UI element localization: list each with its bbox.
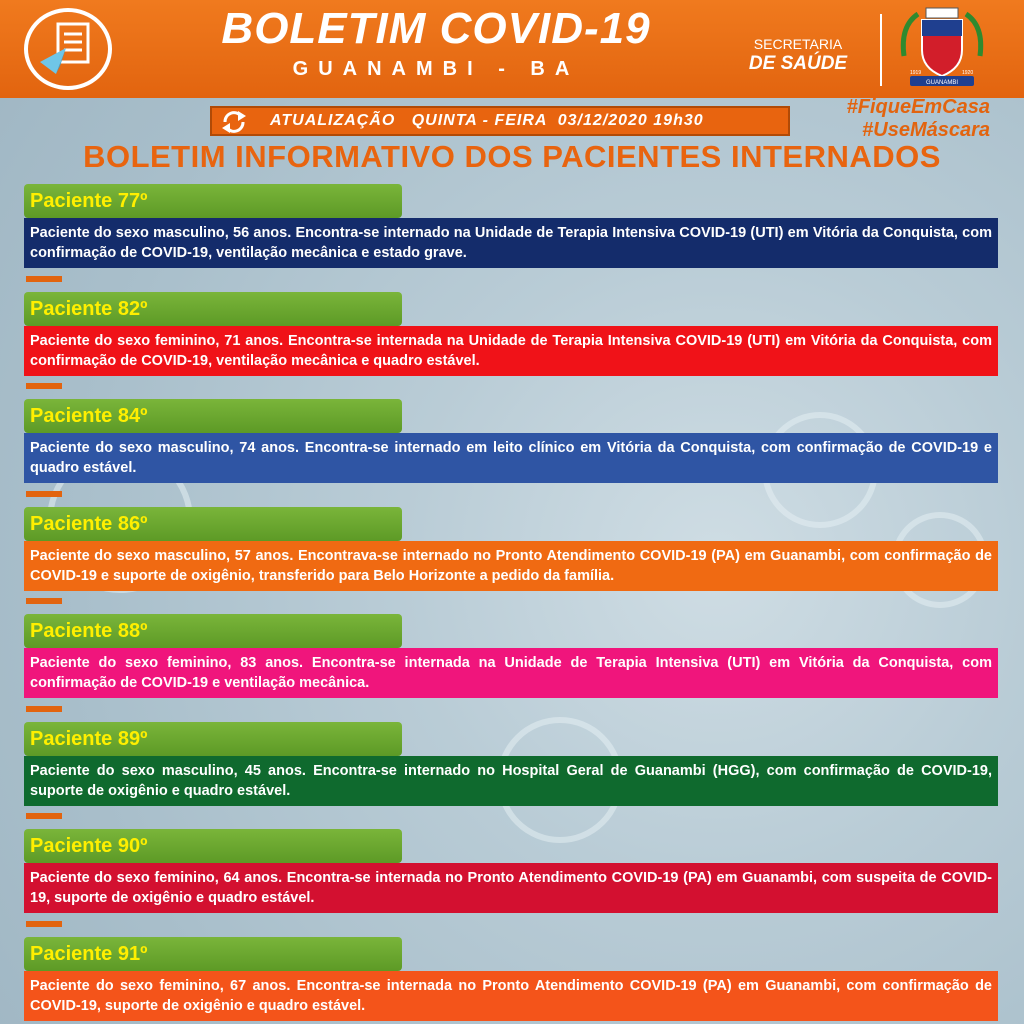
patient-label-bar: [24, 937, 402, 971]
hashtag-use-mascara: #UseMáscara: [862, 119, 990, 141]
patient-label: Paciente 90º: [30, 835, 148, 857]
patient-description: Paciente do sexo feminino, 67 anos. Encontra-se internada no Pronto Atendimento COVID-19 (PA) em Guanambi, com confirmação de COVID-19, suporte de oxigênio e quadro estável.: [24, 971, 998, 1021]
patient-label-bar: [24, 722, 402, 756]
secretaria-label: SECRETARIA: [753, 36, 843, 52]
patient-label-bar: [24, 292, 402, 326]
patient-label: Paciente 86º: [30, 513, 148, 535]
patient-label-bar: [24, 184, 402, 218]
patient-description: Paciente do sexo feminino, 83 anos. Encontra-se internada na Unidade de Terapia Intensiva (UTI) em Vitória da Conquista, com confirmação de COVID-19 e ventilação mecânica.: [24, 648, 998, 698]
crest-caption: GUANAMBI: [925, 80, 959, 86]
update-text: ATUALIZAÇÃO QUINTA - FEIRA 03/12/2020 19h30: [270, 112, 704, 129]
crest-year-right: 1920: [962, 70, 974, 76]
header-divider: [880, 14, 882, 86]
patient-label-bar: [24, 399, 402, 433]
bulletin-logo-icon: [24, 8, 112, 90]
patient-description: Paciente do sexo feminino, 71 anos. Encontra-se internada na Unidade de Terapia Intensiva COVID-19 (UTI) em Vitória da Conquista, com confirmação de COVID-19, ventilação mecânica e quadro estável.: [24, 326, 998, 376]
main-heading: BOLETIM INFORMATIVO DOS PACIENTES INTERNADOS: [83, 139, 941, 174]
card-tab-decoration: [26, 921, 62, 927]
patient-description: Paciente do sexo masculino, 74 anos. Encontra-se internado em leito clínico em Vitória da Conquista, com confirmação de COVID-19 e quadro estável.: [24, 433, 998, 483]
card-tab-decoration: [26, 276, 62, 282]
card-tab-decoration: [26, 598, 62, 604]
secretaria-name: DE SAÚDE: [748, 53, 848, 74]
patient-label: Paciente 89º: [30, 728, 148, 750]
card-tab-decoration: [26, 491, 62, 497]
patient-label: Paciente 77º: [30, 190, 148, 212]
patient-label-bar: [24, 614, 402, 648]
patient-description: Paciente do sexo masculino, 45 anos. Encontra-se internado no Hospital Geral de Guanambi (HGG), com confirmação de COVID-19, suporte de oxigênio e quadro estável.: [24, 756, 998, 806]
patient-description: Paciente do sexo masculino, 57 anos. Encontrava-se internado no Pronto Atendimento COVID-19 (PA) em Guanambi, com confirmação de COVID-19 e suporte de oxigênio, transferido para Belo Horizonte a pedido da família.: [24, 541, 998, 591]
refresh-icon: [220, 109, 248, 135]
crest-year-left: 1919: [910, 70, 922, 76]
hashtag-fique-em-casa: #FiqueEmCasa: [846, 96, 990, 118]
card-tab-decoration: [26, 706, 62, 712]
patient-label-bar: [24, 829, 402, 863]
patient-label: Paciente 88º: [30, 620, 148, 642]
patient-label: Paciente 82º: [30, 298, 148, 320]
header-bar: [0, 0, 1024, 98]
card-tab-decoration: [26, 813, 62, 819]
city-subtitle: GUANAMBI - BA: [292, 58, 580, 80]
page-title: BOLETIM COVID-19: [221, 4, 651, 53]
city-crest-icon: [896, 6, 988, 92]
card-tab-decoration: [26, 383, 62, 389]
patient-label: Paciente 91º: [30, 943, 148, 965]
patient-label: Paciente 84º: [30, 405, 148, 427]
patient-description: Paciente do sexo feminino, 64 anos. Encontra-se internada no Pronto Atendimento COVID-19 (PA) em Guanambi, com suspeita de COVID-19, suporte de oxigênio e quadro estável.: [24, 863, 998, 913]
update-banner: [210, 106, 790, 136]
patient-label-bar: [24, 507, 402, 541]
patient-description: Paciente do sexo masculino, 56 anos. Encontra-se internado na Unidade de Terapia Intensiva COVID-19 (UTI) em Vitória da Conquista, com confirmação de COVID-19, ventilação mecânica e estado grave.: [24, 218, 998, 268]
